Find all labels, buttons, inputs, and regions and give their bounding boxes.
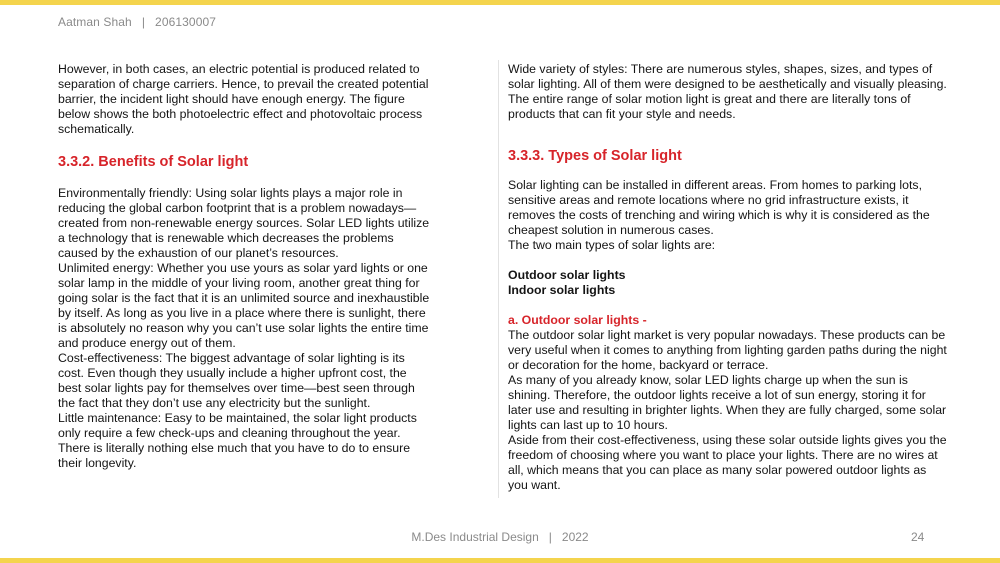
student-id: 206130007 [155, 15, 217, 29]
left-intro-paragraph: However, in both cases, an electric potential is produced related to separation of charge carriers. Hence, to prevail the created potential barrier, the incident light should have enough energy. The figure below shows the both photoelectric effect and photovoltaic process schematically. [58, 62, 429, 136]
benefits-heading: 3.3.2. Benefits of Solar light [58, 154, 249, 170]
page-footer [0, 530, 1000, 544]
bottom-accent-bar [0, 558, 1000, 563]
program-name: M.Des Industrial Design [411, 530, 539, 544]
benefit-cost-effectiveness: Cost-effectiveness: The biggest advantage of solar lighting is its cost. Even though they usually include a higher upfront cost, the best solar lights pay for themselves over time—best seen through the fact that they don’t use any electricity but the sunlight. [58, 351, 415, 410]
benefit-unlimited-energy: Unlimited energy: Whether you use yours as solar yard lights or one solar lamp in the middle of your living room, another great thing for going solar is the fact that it is an unlimited source and inexhaustible by itself. As long as you live in a place where there is sunlight, there is absolutely no reason why you can’t use solar lights the entire time and produce energy out of them. [58, 261, 430, 350]
type-item-outdoor: Outdoor solar lights [508, 268, 626, 282]
spacer [508, 253, 948, 268]
author-name: Aatman Shah [58, 15, 132, 29]
page-number: 24 [911, 530, 925, 544]
outdoor-subheading: a. Outdoor solar lights - [508, 313, 647, 327]
benefit-little-maintenance: Little maintenance: Easy to be maintained, the solar light products only require a few check-ups and cleaning throughout the year. There is literally nothing else much that you have to do to ensure their longevity. [58, 411, 417, 470]
benefit-environment: Environmentally friendly: Using solar lights plays a major role in reducing the global carbon footprint that is a problem nowadays—created from non-renewable energy sources. Solar LED lights utilize a technology that is renewable which decreases the problems caused by the exhaustion of our planet’s resources. [58, 186, 430, 260]
spacer [508, 298, 948, 313]
types-intro-paragraph: Solar lighting can be installed in different areas. From homes to parking lots, sensitive areas and remote locations where no grid infrastructure exists, it removes the costs of trenching and wiring which is why it is considered as the cheapest solution in numerous cases. [508, 178, 930, 237]
outdoor-paragraph-freedom: Aside from their cost-effectiveness, using these solar outside lights gives you the freedom of choosing where you want to place your lights. There are no wires at all, which means that you can place as many solar powered outdoor lights as you want. [508, 433, 947, 492]
left-column [58, 62, 430, 471]
right-column [508, 62, 948, 493]
types-heading: 3.3.3. Types of Solar light [508, 148, 682, 164]
right-intro-paragraph: Wide variety of styles: There are numerous styles, shapes, sizes, and types of solar lighting. All of them were designed to be aesthetically and visually pleasing. The entire range of solar motion light is great and there are literally tons of products that can fit your style and needs. [508, 62, 947, 121]
top-accent-bar [0, 0, 1000, 5]
footer-year: 2022 [561, 530, 589, 544]
header-separator: | [141, 15, 146, 29]
type-item-indoor: Indoor solar lights [508, 283, 616, 297]
outdoor-paragraph-charging: As many of you already know, solar LED lights charge up when the sun is shining. Therefore, the outdoor lights receive a lot of sun energy, storing it for later use and resulting in brighter lights. When they are fully charged, some solar lights can last up to 10 hours. [508, 373, 947, 432]
types-lead-line: The two main types of solar lights are: [508, 238, 716, 252]
footer-separator: | [548, 530, 552, 544]
page-header [58, 15, 216, 29]
outdoor-paragraph-market: The outdoor solar light market is very popular nowadays. These products can be very useful when it comes to anything from lighting garden paths during the night or decoration for the home, backyard or terrace. [508, 328, 947, 372]
column-divider [498, 60, 499, 498]
